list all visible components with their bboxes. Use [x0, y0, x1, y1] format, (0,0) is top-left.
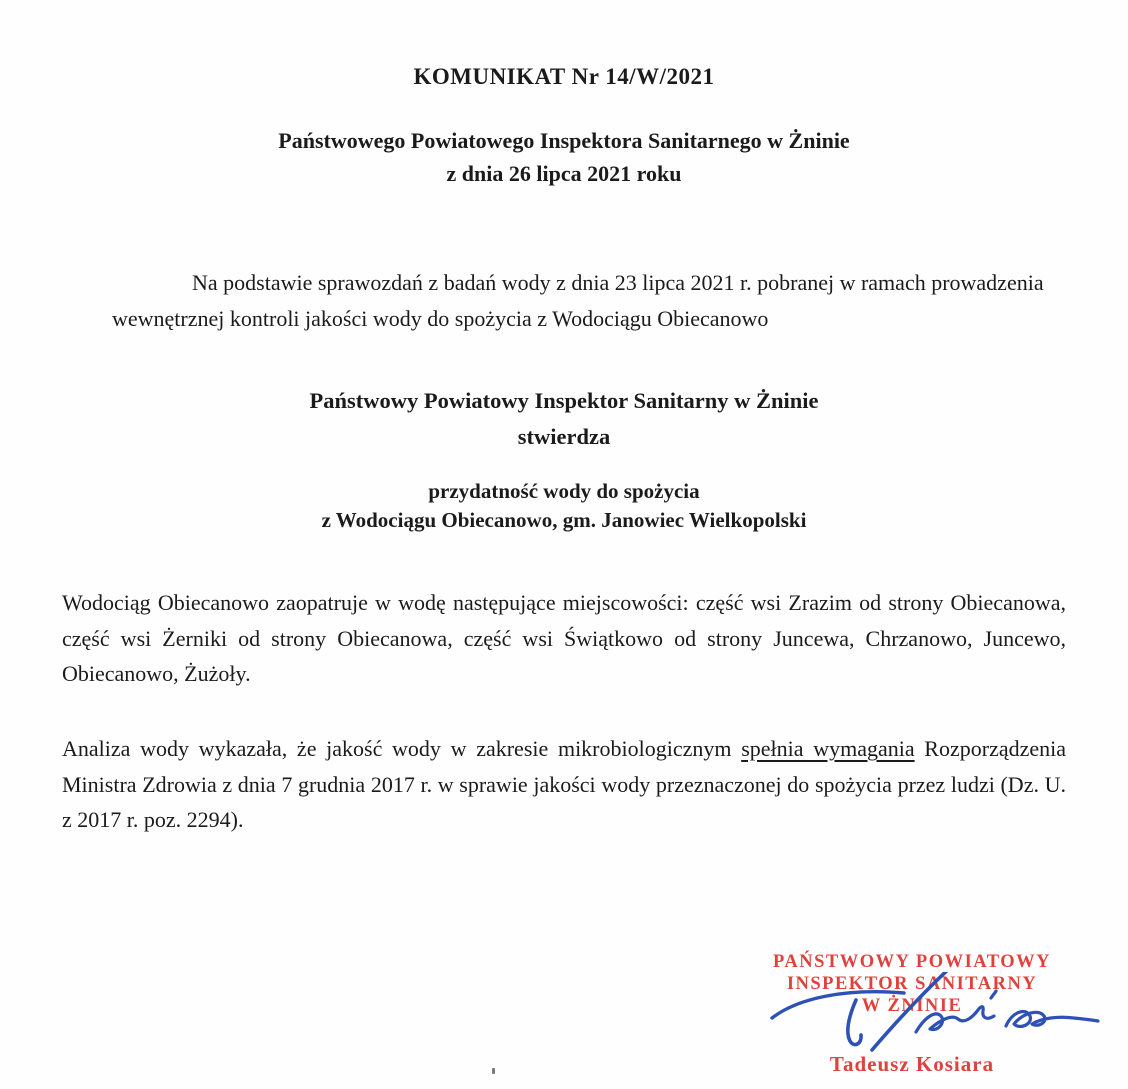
statement-block: [0, 383, 1128, 455]
issuer-line: Państwowego Powiatowego Inspektora Sanitarnego w Żninie: [278, 128, 850, 153]
signer-name: Tadeusz Kosiara: [829, 1052, 995, 1076]
analysis-paragraph: [62, 731, 1066, 838]
statement-heading: Państwowy Powiatowy Inspektor Sanitarny w Żninie: [309, 388, 819, 413]
issuer-block: [0, 124, 1128, 190]
decision-block: [0, 477, 1128, 535]
statement-verb: stwierdza: [517, 424, 611, 449]
stamp-line-2: INSPEKTOR SANITARNY: [786, 974, 1038, 994]
analysis-text-before: Analiza wody wykazała, że jakość wody w zakresie mikrobiologicznym: [62, 736, 742, 761]
scan-artifact-speck: [492, 1068, 495, 1074]
document-title: KOMUNIKAT Nr 14/W/2021: [413, 64, 715, 89]
analysis-underlined-phrase: spełnia wymagania: [741, 736, 915, 761]
stamp-line-3: W ŻNINIE: [861, 996, 963, 1016]
stamp-line-1: PAŃSTWOWY POWIATOWY: [772, 952, 1052, 972]
issue-date-line: z dnia 26 lipca 2021 roku: [446, 161, 682, 186]
intro-paragraph: Na podstawie sprawozdań z badań wody z dnia 23 lipca 2021 r. pobranej w ramach prowadzenia wewnętrznej kontroli jakości wody do spożycia z Wodociągu Obiecanowo: [112, 270, 1044, 331]
analysis-text-after: Rozporządzenia Ministra Zdrowia z dnia 7 grudnia 2017 r. w sprawie jakości wody przeznaczonej do spożycia przez ludzi (Dz. U. z 2017 r. poz. 2294).: [62, 736, 1067, 832]
decision-line: przydatność wody do spożycia: [428, 479, 700, 503]
supply-paragraph: Wodociąg Obiecanowo zaopatruje w wodę następujące miejscowości: część wsi Zrazim od strony Obiecanowa, część wsi Żerniki od strony Obiecanowa, część wsi Świątkowo od strony Juncewa, Chrzanowo, Juncewo, Obiecanowo, Żużoły.: [62, 590, 1066, 686]
decision-waterworks-line: z Wodociągu Obiecanowo, gm. Janowiec Wielkopolski: [321, 508, 807, 532]
official-stamp: [762, 951, 1062, 1075]
